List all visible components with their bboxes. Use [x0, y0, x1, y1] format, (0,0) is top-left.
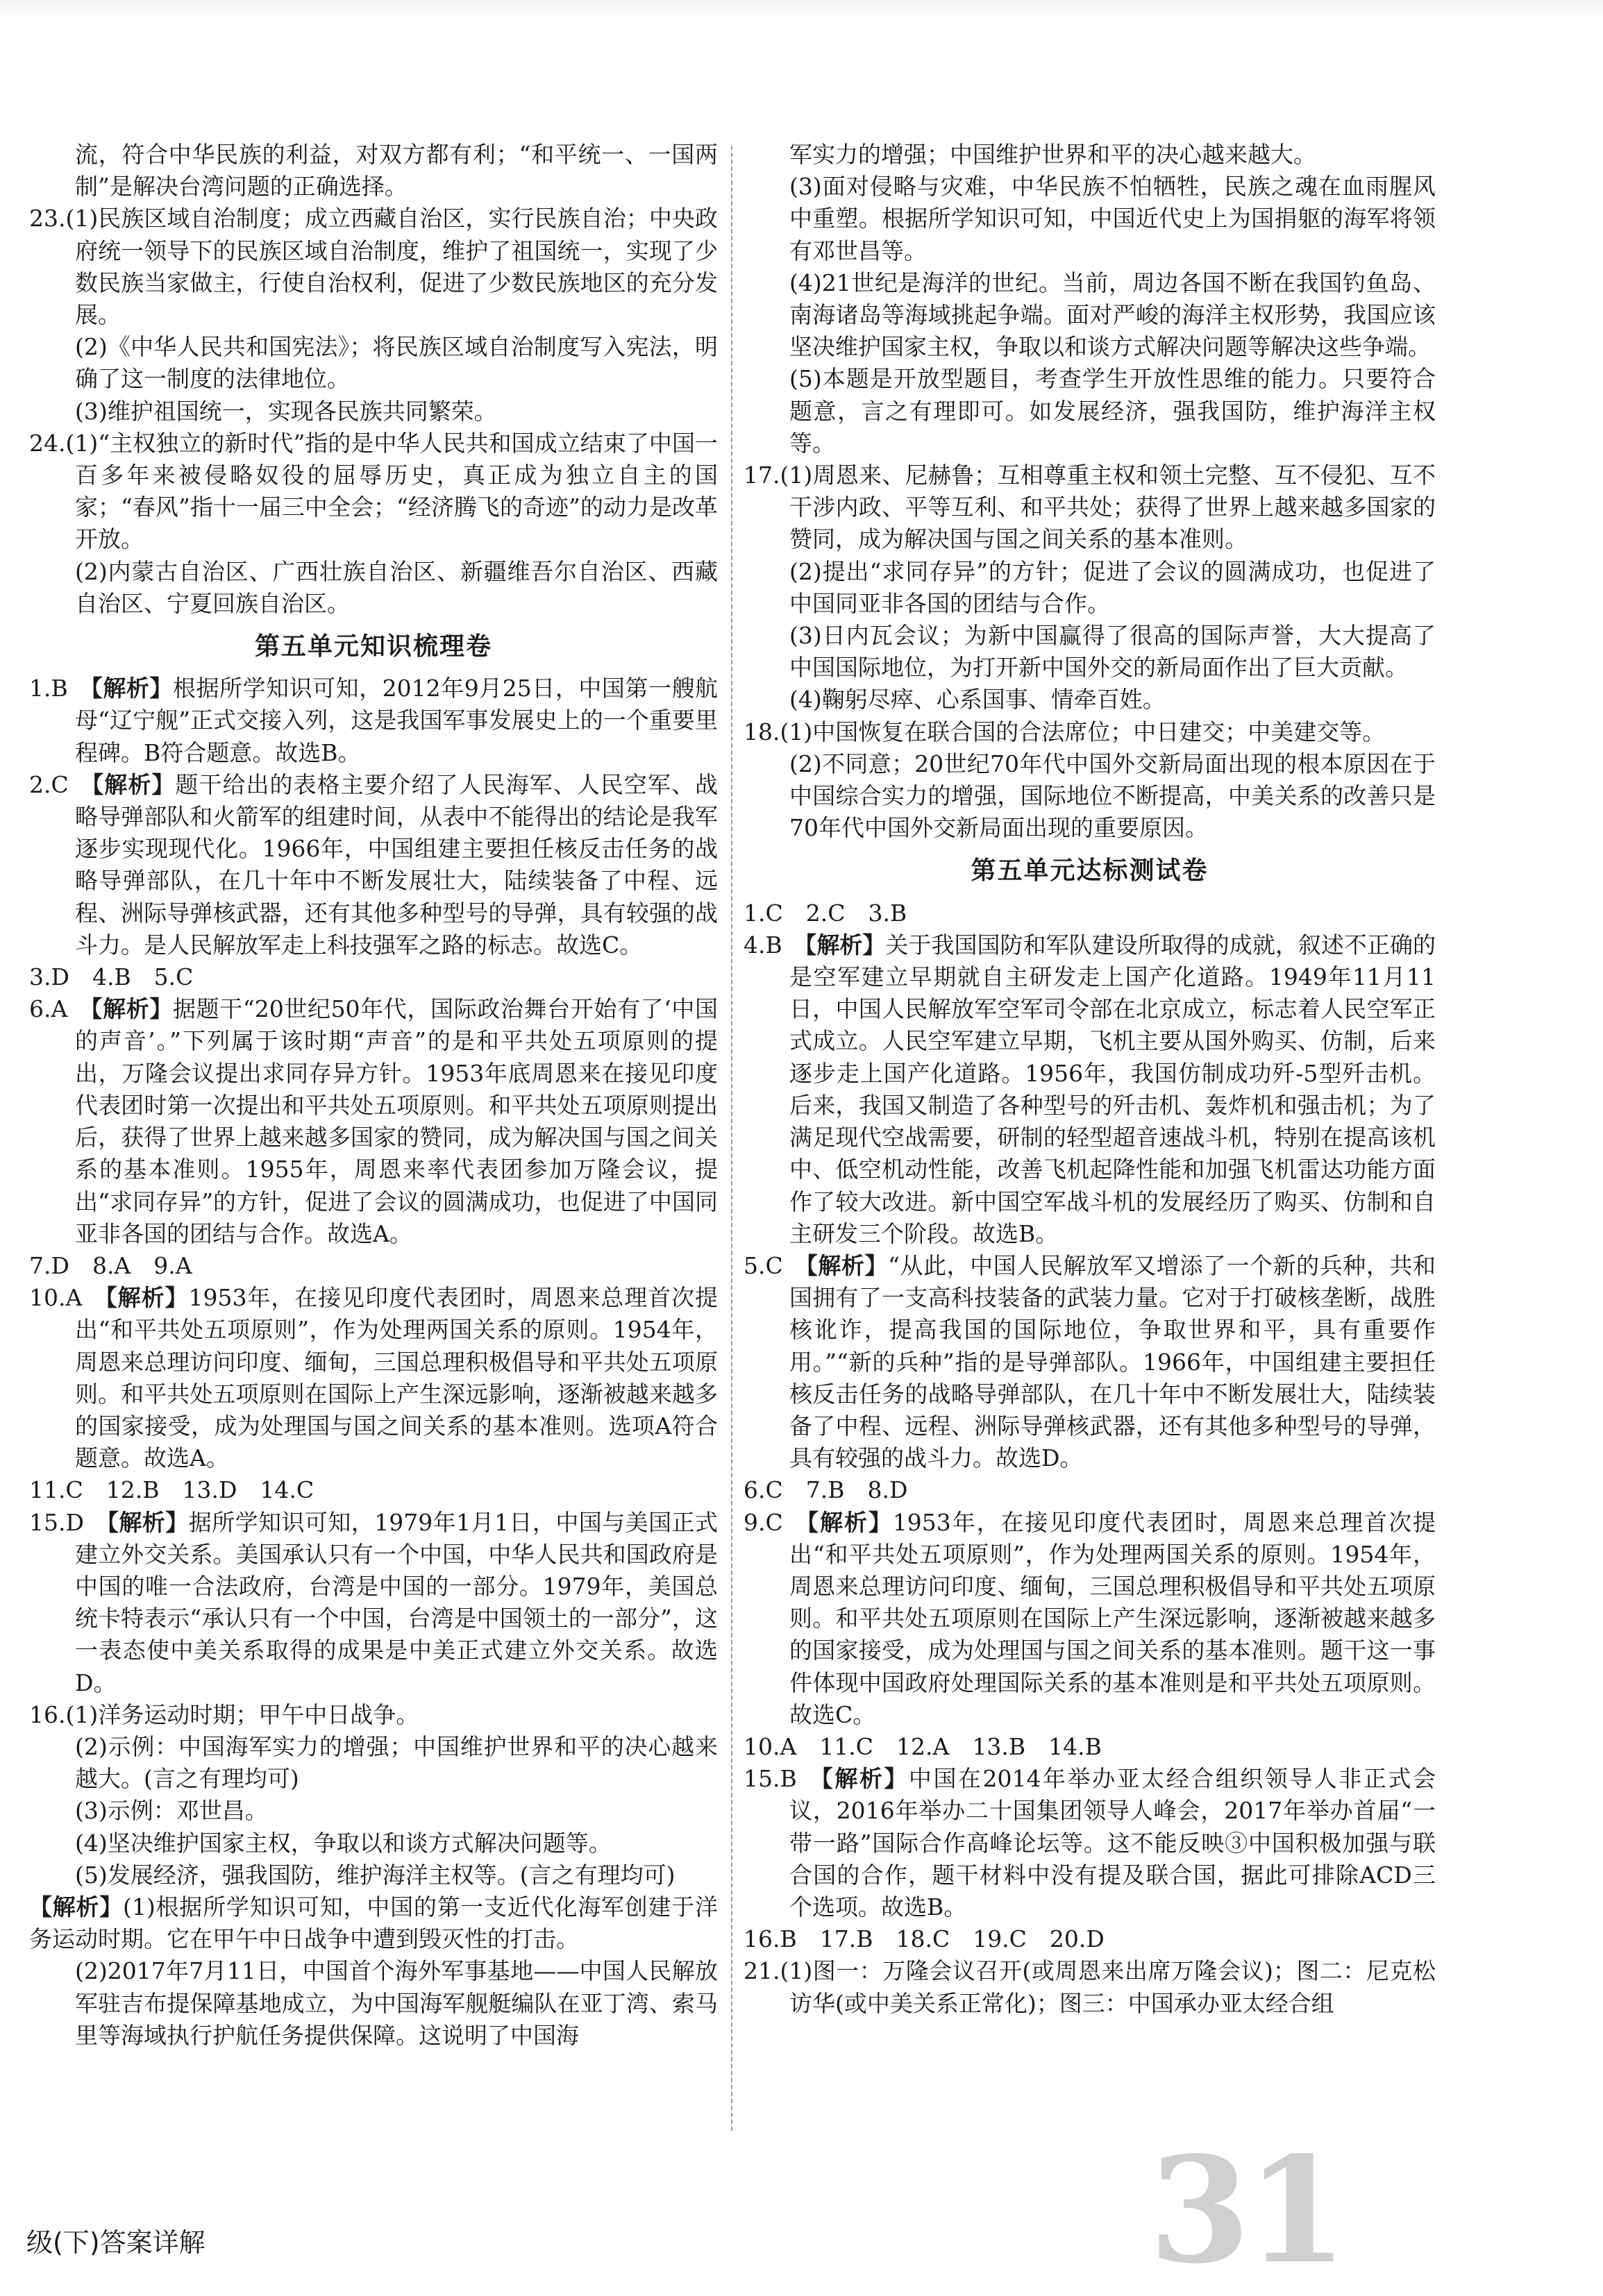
answer-choice: B	[51, 675, 68, 702]
question-number: 17.	[744, 462, 780, 489]
continued-text: 流，符合中华民族的利益，对双方都有利；“和平统一、一国两制”是解决台湾问题的正确选择。	[75, 141, 718, 201]
answer-text: “从此，中国人民解放军又增添了一个新的兵种，共和国拥有了一支高科技装备的武装力量。它对于打破核垄断，战胜核讹诈，提高我国的国际地位，争取世界和平，具有重要作用。”“新的兵种”指的是导弹部队。1966年，中国组建主要担任核反击任务的战略导弹部队，在几十年中不断发展壮大，陆续装备了中程、远程、洲际导弹核武器，还有其他多种型号的导弹，具有较强的战斗力。故选D。	[789, 1251, 1436, 1472]
answer-choice: C	[765, 1251, 783, 1279]
analysis-tag: 【解析】	[93, 1284, 189, 1312]
answer-choice: D	[65, 1508, 84, 1536]
short-answers: 1.C 2.C 3.B	[744, 899, 907, 927]
column-divider	[731, 146, 732, 2131]
question-number: 16.	[29, 1700, 66, 1728]
answer-item	[29, 203, 718, 331]
analysis-tag: 【解析】	[80, 770, 176, 798]
answer-choice: C	[765, 1508, 783, 1536]
analysis-tag: 【解析】	[29, 1893, 124, 1921]
answer-choice: A	[65, 1284, 83, 1312]
left-column	[29, 139, 718, 2052]
answer-item	[744, 1507, 1436, 1731]
answer-text: 据题干“20世纪50年代，国际政治舞台开始有了‘中国的声音’。”下列属于该时期“声音”的是和平共处五项原则的提出，万隆会议提出求同存异方针。1953年底周恩来在接见印度代表团时第一次提出和平共处五项原则。和平共处五项原则提出后，获得了世界上越来越多国家的赞同，成为解决国与国之间关系的基本准则。1955年，周恩来率代表团参加万隆会议，提出“求同存异”的方针，促进了会议的圆满成功，也促进了中国同亚非各国的团结与合作。故选A。	[75, 995, 719, 1247]
answer-item	[744, 716, 1436, 748]
question-number: 10.	[29, 1284, 66, 1312]
short-answers: 6.C 7.B 8.D	[744, 1476, 908, 1504]
sub-answer: (2)2017年7月11日，中国首个海外军事基地——中国人民解放军驻吉布提保障基地成立，为中国海军舰艇编队在亚丁湾、索马里等海域执行护航任务提供保障。这说明了中国海	[75, 1957, 718, 2049]
answer-text: 中国在2014年举办亚太经合组织领导人非正式会议，2016年举办二十国集团领导人峰会，2017年举办首届“一带一路”国际合作高峰论坛等。这不能反映③中国积极加强与联合国的合作，题干材料中没有提及联合国，据此可排除ACD三个选项。故选B。	[789, 1765, 1436, 1921]
section-title: 第五单元知识梳理卷	[254, 632, 492, 661]
sub-answer: (2)内蒙古自治区、广西壮族自治区、新疆维吾尔自治区、西藏自治区、宁夏回族自治区。	[75, 557, 718, 617]
analysis-tag: 【解析】	[808, 1765, 909, 1793]
answer-item	[744, 459, 1436, 556]
question-number: 15.	[29, 1508, 66, 1536]
short-answers: 11.C 12.B 13.D 14.C	[29, 1476, 314, 1504]
answer-item	[744, 1763, 1436, 1923]
answer-text: 题干给出的表格主要介绍了人民海军、人民空军、战略导弹部队和火箭军的组建时间，从表中不能得出的结论是我军逐步实现现代化。1966年，中国组建主要担任核反击任务的战略导弹部队，在几十年中不断发展壮大，陆续装备了中程、远程、洲际导弹核武器，还有其他多种型号的导弹，具有较强的战斗力。是人民解放军走上科技强军之路的标志。故选C。	[75, 770, 719, 959]
answer-item	[744, 1250, 1436, 1474]
question-number: 9.	[744, 1508, 766, 1536]
sub-answer: (3)示例：邓世昌。	[75, 1797, 268, 1825]
question-number: 5.	[744, 1251, 766, 1279]
question-number: 23.	[29, 205, 66, 233]
short-answers: 3.D 4.B 5.C	[29, 963, 194, 991]
answer-item	[29, 428, 718, 556]
sub-answer: (3)面对侵略与灾难，中华民族不怕牺牲，民族之魂在血雨腥风中重塑。根据所学知识可知，中国近代史上为国捐躯的海军将领有邓世昌等。	[789, 173, 1436, 264]
sub-answer: (4)21世纪是海洋的世纪。当前，周边各国不断在我国钓鱼岛、南海诸岛等海域挑起争端。面对严峻的海洋主权形势，我国应该坚决维护国家主权，争取以和谈方式解决问题等解决这些争端。	[789, 269, 1436, 361]
sub-answer: (2)《中华人民共和国宪法》；将民族区域自治制度写入宪法，明确了这一制度的法律地位。	[75, 333, 718, 393]
answer-text: 据所学知识可知，1979年1月1日，中国与美国正式建立外交关系。美国承认只有一个中国，中华人民共和国政府是中国的唯一合法政府，台湾是中国的一部分。1979年，美国总统卡特表示“承认只有一个中国，台湾是中国领土的一部分”，这一表态使中美关系取得的成果是中美正式建立外交关系。故选D。	[75, 1508, 719, 1696]
analysis-tag: 【解析】	[79, 675, 173, 702]
analysis-block	[29, 1891, 718, 1955]
answer-item	[29, 993, 718, 1250]
sub-answer: (5)发展经济，强我国防，维护海洋主权等。(言之有理均可)	[75, 1861, 675, 1889]
answer-text: 关于我国国防和军队建设所取得的成就，叙述不正确的是空军建立早期就自主研发走上国产化道路。1949年11月11日，中国人民解放军空军司令部在北京成立，标志着人民空军正式成立。人民空军建立早期，飞机主要从国外购买、仿制，后来逐步走上国产化道路。1956年，我国仿制成功歼-5型歼击机。后来，我国又制造了各种型号的歼击机、轰炸机和强击机；为了满足现代空战需要，研制的轻型超音速战斗机，特别在提高该机中、低空机动性能，改善飞机起降性能和加强飞机雷达功能方面作了较大改进。新中国空军战斗机的发展经历了购买、仿制和自主研发三个阶段。故选B。	[789, 931, 1436, 1247]
question-number: 4.	[744, 931, 766, 959]
answer-item	[29, 1507, 718, 1699]
sub-answer: (3)日内瓦会议；为新中国赢得了很高的国际声誉，大大提高了中国国际地位，为打开新中国外交的新局面作出了巨大贡献。	[789, 622, 1436, 682]
page-number: 31	[1149, 2125, 1344, 2296]
answer-choice: A	[51, 995, 68, 1023]
answer-text: (1)中国恢复在联合国的合法席位；中日建交；中美建交等。	[780, 718, 1386, 745]
sub-answer: (4)鞠躬尽瘁、心系国事、情牵百姓。	[789, 686, 1166, 714]
sub-answer: (3)维护祖国统一，实现各民族共同繁荣。	[75, 397, 497, 425]
answer-text: (1)周恩来、尼赫鲁；互相尊重主权和领土完整、互不侵犯、互不干涉内政、平等互利、和平共处；获得了世界上越来越多国家的赞同，成为解决国与国之间关系的基本准则。	[780, 462, 1436, 553]
answer-text: (1)根据所学知识可知，中国的第一支近代化海军创建于洋务运动时期。它在甲午中日战争中遭到毁灭性的打击。	[29, 1893, 719, 1953]
sub-answer: (4)坚决维护国家主权，争取以和谈方式解决问题等。	[75, 1829, 612, 1857]
answer-choice: B	[765, 931, 782, 959]
answer-choice: C	[51, 770, 69, 798]
answer-choice: B	[780, 1765, 797, 1793]
section-title: 第五单元达标测试卷	[971, 856, 1209, 886]
question-number: 21.	[744, 1957, 780, 1985]
answer-text: (1)洋务运动时期；甲午中日战争。	[65, 1700, 419, 1728]
right-column	[744, 139, 1436, 2020]
analysis-tag: 【解析】	[794, 1251, 889, 1279]
sub-answer: (2)不同意；20世纪70年代中国外交新局面出现的根本原因在于中国综合实力的增强，国际地位不断提高，中美关系的改善只是70年代中国外交新局面出现的重要原因。	[789, 750, 1436, 842]
answer-text: 1953年，在接见印度代表团时，周恩来总理首次提出“和平共处五项原则”，作为处理两国关系的原则。1954年，周恩来总理访问印度、缅甸，三国总理积极倡导和平共处五项原则。和平共处五项原则在国际上产生深远影响，逐渐被越来越多的国家接受，成为处理国与国之间关系的基本准则。选项A符合题意。故选A。	[75, 1284, 719, 1472]
answer-item	[29, 769, 718, 961]
analysis-tag: 【解析】	[794, 931, 886, 959]
answer-item	[29, 673, 718, 769]
footer-label: 级(下)答案详解	[26, 2227, 205, 2258]
question-number: 18.	[744, 718, 780, 745]
answer-item	[744, 929, 1436, 1250]
top-edge-shade	[0, 0, 1603, 17]
question-number: 24.	[29, 429, 66, 457]
answer-text: 1953年，在接见印度代表团时，周恩来总理首次提出“和平共处五项原则”，作为处理两国关系的原则。1954年，周恩来总理访问印度、缅甸，三国总理积极倡导和平共处五项原则。和平共处五项原则在国际上产生深远影响，逐渐被越来越多的国家接受，成为处理国与国之间关系的基本准则。题干这一事件体现中国政府处理国际关系的基本准则是和平共处五项原则。故选C。	[789, 1508, 1436, 1728]
sub-answer: (5)本题是开放型题目，考查学生开放性思维的能力。只要符合题意，言之有理即可。如发展经济，强我国防，维护海洋主权等。	[789, 365, 1436, 457]
short-answers: 7.D 8.A 9.A	[29, 1251, 192, 1279]
sub-answer: (2)提出“求同存异”的方针；促进了会议的圆满成功，也促进了中国同亚非各国的团结与合作。	[789, 557, 1436, 617]
answer-text: (1)民族区域自治制度；成立西藏自治区，实行民族自治；中央政府统一领导下的民族区域自治制度，维护了祖国统一，实现了少数民族当家做主，行使自治权利，促进了少数民族地区的充分发展。	[65, 205, 718, 329]
answer-item	[29, 1282, 718, 1474]
analysis-tag: 【解析】	[95, 1508, 189, 1536]
answer-text: 根据所学知识可知，2012年9月25日，中国第一艘航母“辽宁舰”正式交接入列，这是我国军事发展史上的一个重要里程碑。B符合题意。故选B。	[75, 675, 718, 766]
question-number: 6.	[29, 995, 51, 1023]
answer-text: (1)“主权独立的新时代”指的是中华人民共和国成立结束了中国一百多年来被侵略奴役的屈辱历史，真正成为独立自主的国家；“春风”指十一届三中全会；“经济腾飞的奇迹”的动力是改革开放。	[65, 429, 718, 553]
question-number: 15.	[744, 1765, 780, 1793]
answer-item	[744, 1955, 1436, 2019]
continued-text: 军实力的增强；中国维护世界和平的决心越来越大。	[789, 141, 1316, 168]
answer-item	[29, 1699, 718, 1731]
short-answers: 10.A 11.C 12.A 13.B 14.B	[744, 1732, 1102, 1760]
short-answers: 16.B 17.B 18.C 19.C 20.D	[744, 1925, 1105, 1953]
question-number: 2.	[29, 770, 51, 798]
answer-text: (1)图一：万隆会议召开(或周恩来出席万隆会议)；图二：尼克松访华(或中美关系正常化)；图三：中国承办亚太经合组	[780, 1957, 1436, 2017]
question-number: 1.	[29, 675, 51, 702]
sub-answer: (2)示例：中国海军实力的增强；中国维护世界和平的决心越来越大。(言之有理均可)	[75, 1732, 718, 1793]
analysis-tag: 【解析】	[78, 995, 173, 1023]
analysis-tag: 【解析】	[794, 1508, 893, 1536]
